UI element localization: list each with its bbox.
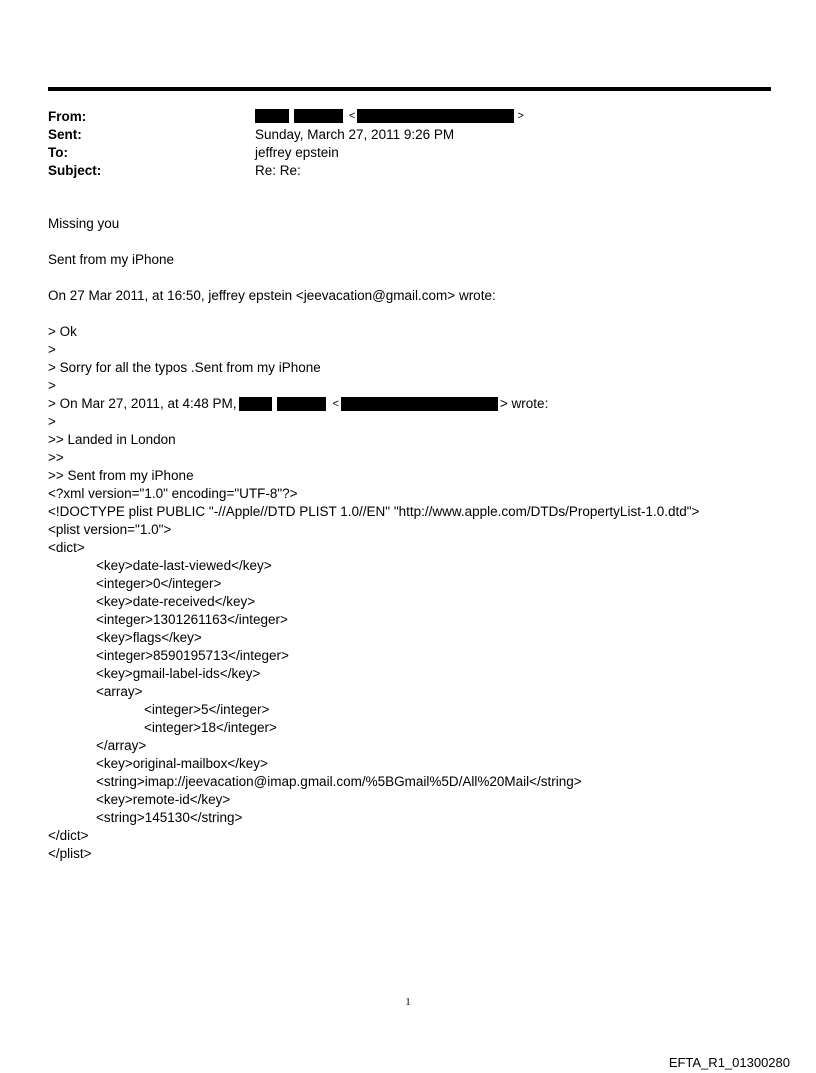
plist-line: <key>date-last-viewed</key> [96, 558, 272, 573]
quoted-line: > Ok [48, 324, 77, 339]
plist-line: <key>original-mailbox</key> [96, 756, 268, 771]
sent-value: Sunday, March 27, 2011 9:26 PM [255, 126, 455, 142]
quoted-line: >> [48, 450, 64, 465]
plist-line: <string>145130</string> [96, 810, 243, 825]
plist-line: <array> [96, 684, 143, 699]
plist-line: <dict> [48, 540, 85, 555]
from-angle-open: < [349, 110, 356, 122]
quoted-line: > Sorry for all the typos .Sent from my iPhone [48, 360, 321, 375]
quoted-line: > [48, 378, 56, 393]
subject-value: Re: Re: [255, 162, 301, 178]
plist-line: <integer>8590195713</integer> [96, 648, 289, 663]
to-value: jeffrey epstein [255, 144, 339, 160]
quoted-attribution [48, 395, 788, 413]
plist-line: <integer>1301261163</integer> [96, 612, 288, 627]
body-line: Missing you [48, 216, 120, 231]
sent-label: Sent: [48, 126, 82, 142]
plist-line: <?xml version="1.0" encoding="UTF-8"?> [48, 486, 298, 501]
page-number: 1 [405, 996, 411, 1008]
redaction-block [255, 109, 289, 123]
attribution-angle-open: < [332, 398, 339, 410]
email-header [48, 107, 768, 179]
plist-line: <plist version="1.0"> [48, 522, 172, 537]
plist-line: <integer>0</integer> [96, 576, 222, 591]
plist-line: </dict> [48, 828, 89, 843]
to-row [48, 143, 768, 161]
redaction-block [239, 397, 272, 411]
plist-line: <string>imap://jeevacation@imap.gmail.com/%5BGmail%5D/All%20Mail</string> [96, 774, 582, 789]
plist-line: <integer>18</integer> [144, 720, 277, 735]
from-value [255, 109, 524, 123]
plist-line: <integer>5</integer> [144, 702, 270, 717]
redaction-block [341, 397, 498, 411]
email-body [48, 215, 788, 863]
sent-row [48, 125, 768, 143]
plist-line: <key>date-received</key> [96, 594, 256, 609]
header-rule [48, 87, 771, 91]
subject-row [48, 161, 768, 179]
redaction-block [277, 397, 326, 411]
plist-line: <key>remote-id</key> [96, 792, 231, 807]
quoted-line: >> Landed in London [48, 432, 176, 447]
plist-line: <!DOCTYPE plist PUBLIC "-//Apple//DTD PLIST 1.0//EN" "http://www.apple.com/DTDs/PropertyList-1.0.dtd"> [48, 504, 700, 519]
attribution-suffix: > wrote: [499, 396, 549, 411]
plist-line: <key>gmail-label-ids</key> [96, 666, 261, 681]
attribution-prefix: > On Mar 27, 2011, at 4:48 PM, [48, 396, 237, 411]
plist-line: </array> [96, 738, 147, 753]
quoted-line: > [48, 414, 56, 429]
plist-line: </plist> [48, 846, 92, 861]
subject-label: Subject: [48, 162, 102, 178]
redaction-block [294, 109, 343, 123]
redaction-block [357, 109, 514, 123]
from-label: From: [48, 108, 87, 124]
plist-line: <key>flags</key> [96, 630, 202, 645]
from-angle-close: > [517, 110, 524, 122]
document-id: EFTA_R1_01300280 [668, 1055, 790, 1070]
body-line: Sent from my iPhone [48, 252, 175, 267]
quote-intro: On 27 Mar 2011, at 16:50, jeffrey epstein <jeevacation@gmail.com> wrote: [48, 288, 496, 303]
from-row [48, 107, 768, 125]
quoted-line: > [48, 342, 56, 357]
quoted-line: >> Sent from my iPhone [48, 468, 194, 483]
to-label: To: [48, 144, 68, 160]
